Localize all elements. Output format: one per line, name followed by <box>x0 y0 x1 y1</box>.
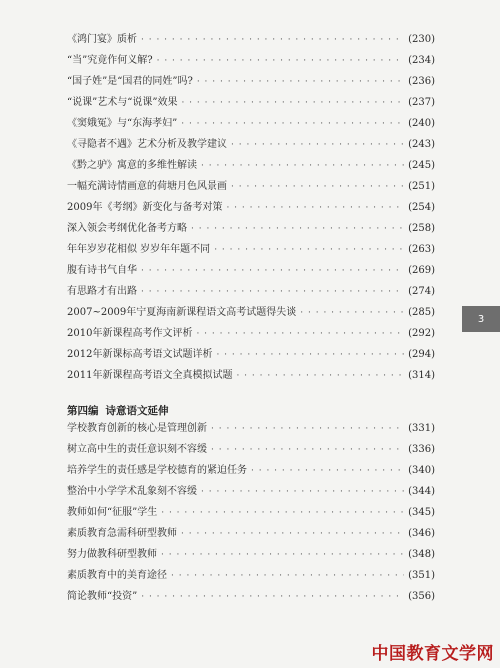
toc-entry-page: (292) <box>408 328 435 339</box>
dot-leader <box>141 284 404 300</box>
toc-entry-page: (240) <box>408 118 435 129</box>
toc-entry[interactable] <box>67 463 435 479</box>
dot-leader <box>196 326 404 342</box>
toc-entry-title: 一幅充满诗情画意的荷塘月色风景画 <box>67 181 227 192</box>
toc-entry-page: (237) <box>408 97 435 108</box>
dot-leader <box>191 221 404 237</box>
toc-entry-page: (348) <box>408 549 435 560</box>
toc-entry[interactable] <box>67 284 435 300</box>
toc-entry[interactable] <box>67 242 435 258</box>
section-name: 诗意语文延伸 <box>105 405 169 417</box>
dot-leader <box>201 158 404 174</box>
toc-entry-page: (285) <box>408 307 435 318</box>
toc-entry[interactable] <box>67 547 435 563</box>
dot-leader <box>231 179 404 195</box>
toc-entry[interactable] <box>67 442 435 458</box>
toc-entry[interactable] <box>67 179 435 195</box>
toc-entry[interactable] <box>67 589 435 605</box>
toc-entry[interactable] <box>67 568 435 584</box>
dot-leader <box>181 526 404 542</box>
toc-entry[interactable] <box>67 32 435 48</box>
toc-entry-title: 树立高中生的责任意识刻不容缓 <box>67 444 207 455</box>
page-number-tab: 3 <box>462 306 500 332</box>
toc-entry[interactable] <box>67 505 435 521</box>
toc-entry-title: “当”究竟作何义解? <box>67 55 153 66</box>
dot-leader <box>216 347 404 363</box>
toc-entry-page: (243) <box>408 139 435 150</box>
dot-leader <box>251 463 404 479</box>
toc-entry-title: 《寻隐者不遇》艺术分析及教学建议 <box>67 139 227 150</box>
toc-entry-page: (269) <box>408 265 435 276</box>
toc-entry-page: (251) <box>408 181 435 192</box>
toc-entry[interactable] <box>67 53 435 69</box>
toc-entry[interactable] <box>67 158 435 174</box>
toc-entry-page: (263) <box>408 244 435 255</box>
toc-entry-title: 学校教育创新的核心是管理创新 <box>67 423 207 434</box>
toc-entry[interactable] <box>67 305 435 321</box>
toc-entry-title: 简论教师“投资” <box>67 591 138 602</box>
toc-entry-title: 2012年新课标高考语文试题详析 <box>67 349 213 360</box>
toc-entry-title: 2007~2009年宁夏海南新课程语文高考试题得失谈 <box>67 307 297 318</box>
toc-entry[interactable] <box>67 484 435 500</box>
toc-entry-title: 教师如何“征服”学生 <box>67 507 158 518</box>
toc-entry-title: 2009年《考纲》新变化与备考对策 <box>67 202 223 213</box>
toc-entry-page: (356) <box>408 591 435 602</box>
toc-entry[interactable] <box>67 326 435 342</box>
toc-entry-page: (294) <box>408 349 435 360</box>
dot-leader <box>236 368 404 384</box>
toc-entry-title: 整治中小学学术乱象刻不容缓 <box>67 486 197 497</box>
toc-entry-title: 腹有诗书气自华 <box>67 265 137 276</box>
section-label: 第四编 <box>67 405 99 417</box>
dot-leader <box>157 53 405 69</box>
dot-leader <box>141 32 404 48</box>
dot-leader <box>181 95 404 111</box>
dot-leader <box>197 74 404 90</box>
dot-leader <box>181 116 404 132</box>
toc-entry-page: (351) <box>408 570 435 581</box>
toc-entry-page: (274) <box>408 286 435 297</box>
toc-entry[interactable] <box>67 368 435 384</box>
dot-leader <box>201 484 404 500</box>
toc-entry[interactable] <box>67 347 435 363</box>
toc-entry-title: “说课”艺术与“说课”效果 <box>67 97 178 108</box>
toc-entry[interactable] <box>67 200 435 216</box>
toc-entry[interactable] <box>67 74 435 90</box>
toc-entry-title: 深入领会考纲优化备考方略 <box>67 223 187 234</box>
dot-leader <box>214 242 404 258</box>
dot-leader <box>231 137 404 153</box>
toc-entry-page: (230) <box>408 34 435 45</box>
toc-entry-title: 年年岁岁花相似 岁岁年年题不同 <box>67 244 211 255</box>
toc-entry-title: 有思路才有出路 <box>67 286 137 297</box>
toc-entry-title: “国子姓”是“国君的同姓”吗? <box>67 76 193 87</box>
dot-leader <box>141 589 404 605</box>
toc-entry[interactable] <box>67 421 435 437</box>
toc-entry[interactable] <box>67 526 435 542</box>
dot-leader <box>211 421 404 437</box>
toc-entry-page: (234) <box>408 55 435 66</box>
toc-entry-page: (254) <box>408 202 435 213</box>
toc-entry-title: 《黔之驴》寓意的多维性解读 <box>67 160 197 171</box>
toc-entry[interactable] <box>67 116 435 132</box>
toc-entry[interactable] <box>67 221 435 237</box>
toc-entry-title: 2011年新课程高考语文全真模拟试题 <box>67 370 233 381</box>
toc-entry-title: 《窦娥冤》与“东海孝妇” <box>67 118 178 129</box>
dot-leader <box>226 200 404 216</box>
toc-entry-page: (336) <box>408 444 435 455</box>
dot-leader <box>300 305 404 321</box>
toc-entry[interactable] <box>67 137 435 153</box>
toc-entry-page: (258) <box>408 223 435 234</box>
dot-leader <box>211 442 404 458</box>
toc-entry-page: (331) <box>408 423 435 434</box>
dot-leader <box>171 568 404 584</box>
site-watermark: 中国教育文学网 <box>371 644 494 664</box>
toc-entry-title: 2010年新课程高考作文评析 <box>67 328 193 339</box>
toc-entry-page: (344) <box>408 486 435 497</box>
toc-entry-page: (236) <box>408 76 435 87</box>
toc-entry-page: (245) <box>408 160 435 171</box>
toc-entry[interactable] <box>67 263 435 279</box>
toc-entry[interactable] <box>67 95 435 111</box>
dot-leader <box>161 505 404 521</box>
toc-entry-page: (345) <box>408 507 435 518</box>
toc-entry-title: 培养学生的责任感是学校德育的紧迫任务 <box>67 465 247 476</box>
toc-entry-title: 努力做教科研型教师 <box>67 549 157 560</box>
toc-entry-title: 《鸿门宴》质析 <box>67 34 137 45</box>
toc-entry-page: (314) <box>408 370 435 381</box>
toc-entry-page: (346) <box>408 528 435 539</box>
dot-leader <box>141 263 404 279</box>
toc-entry-title: 素质教育中的美育途径 <box>67 570 167 581</box>
toc-entry-title: 素质教育急需科研型教师 <box>67 528 177 539</box>
dot-leader <box>161 547 404 563</box>
section-heading <box>67 403 176 418</box>
toc-entry-page: (340) <box>408 465 435 476</box>
